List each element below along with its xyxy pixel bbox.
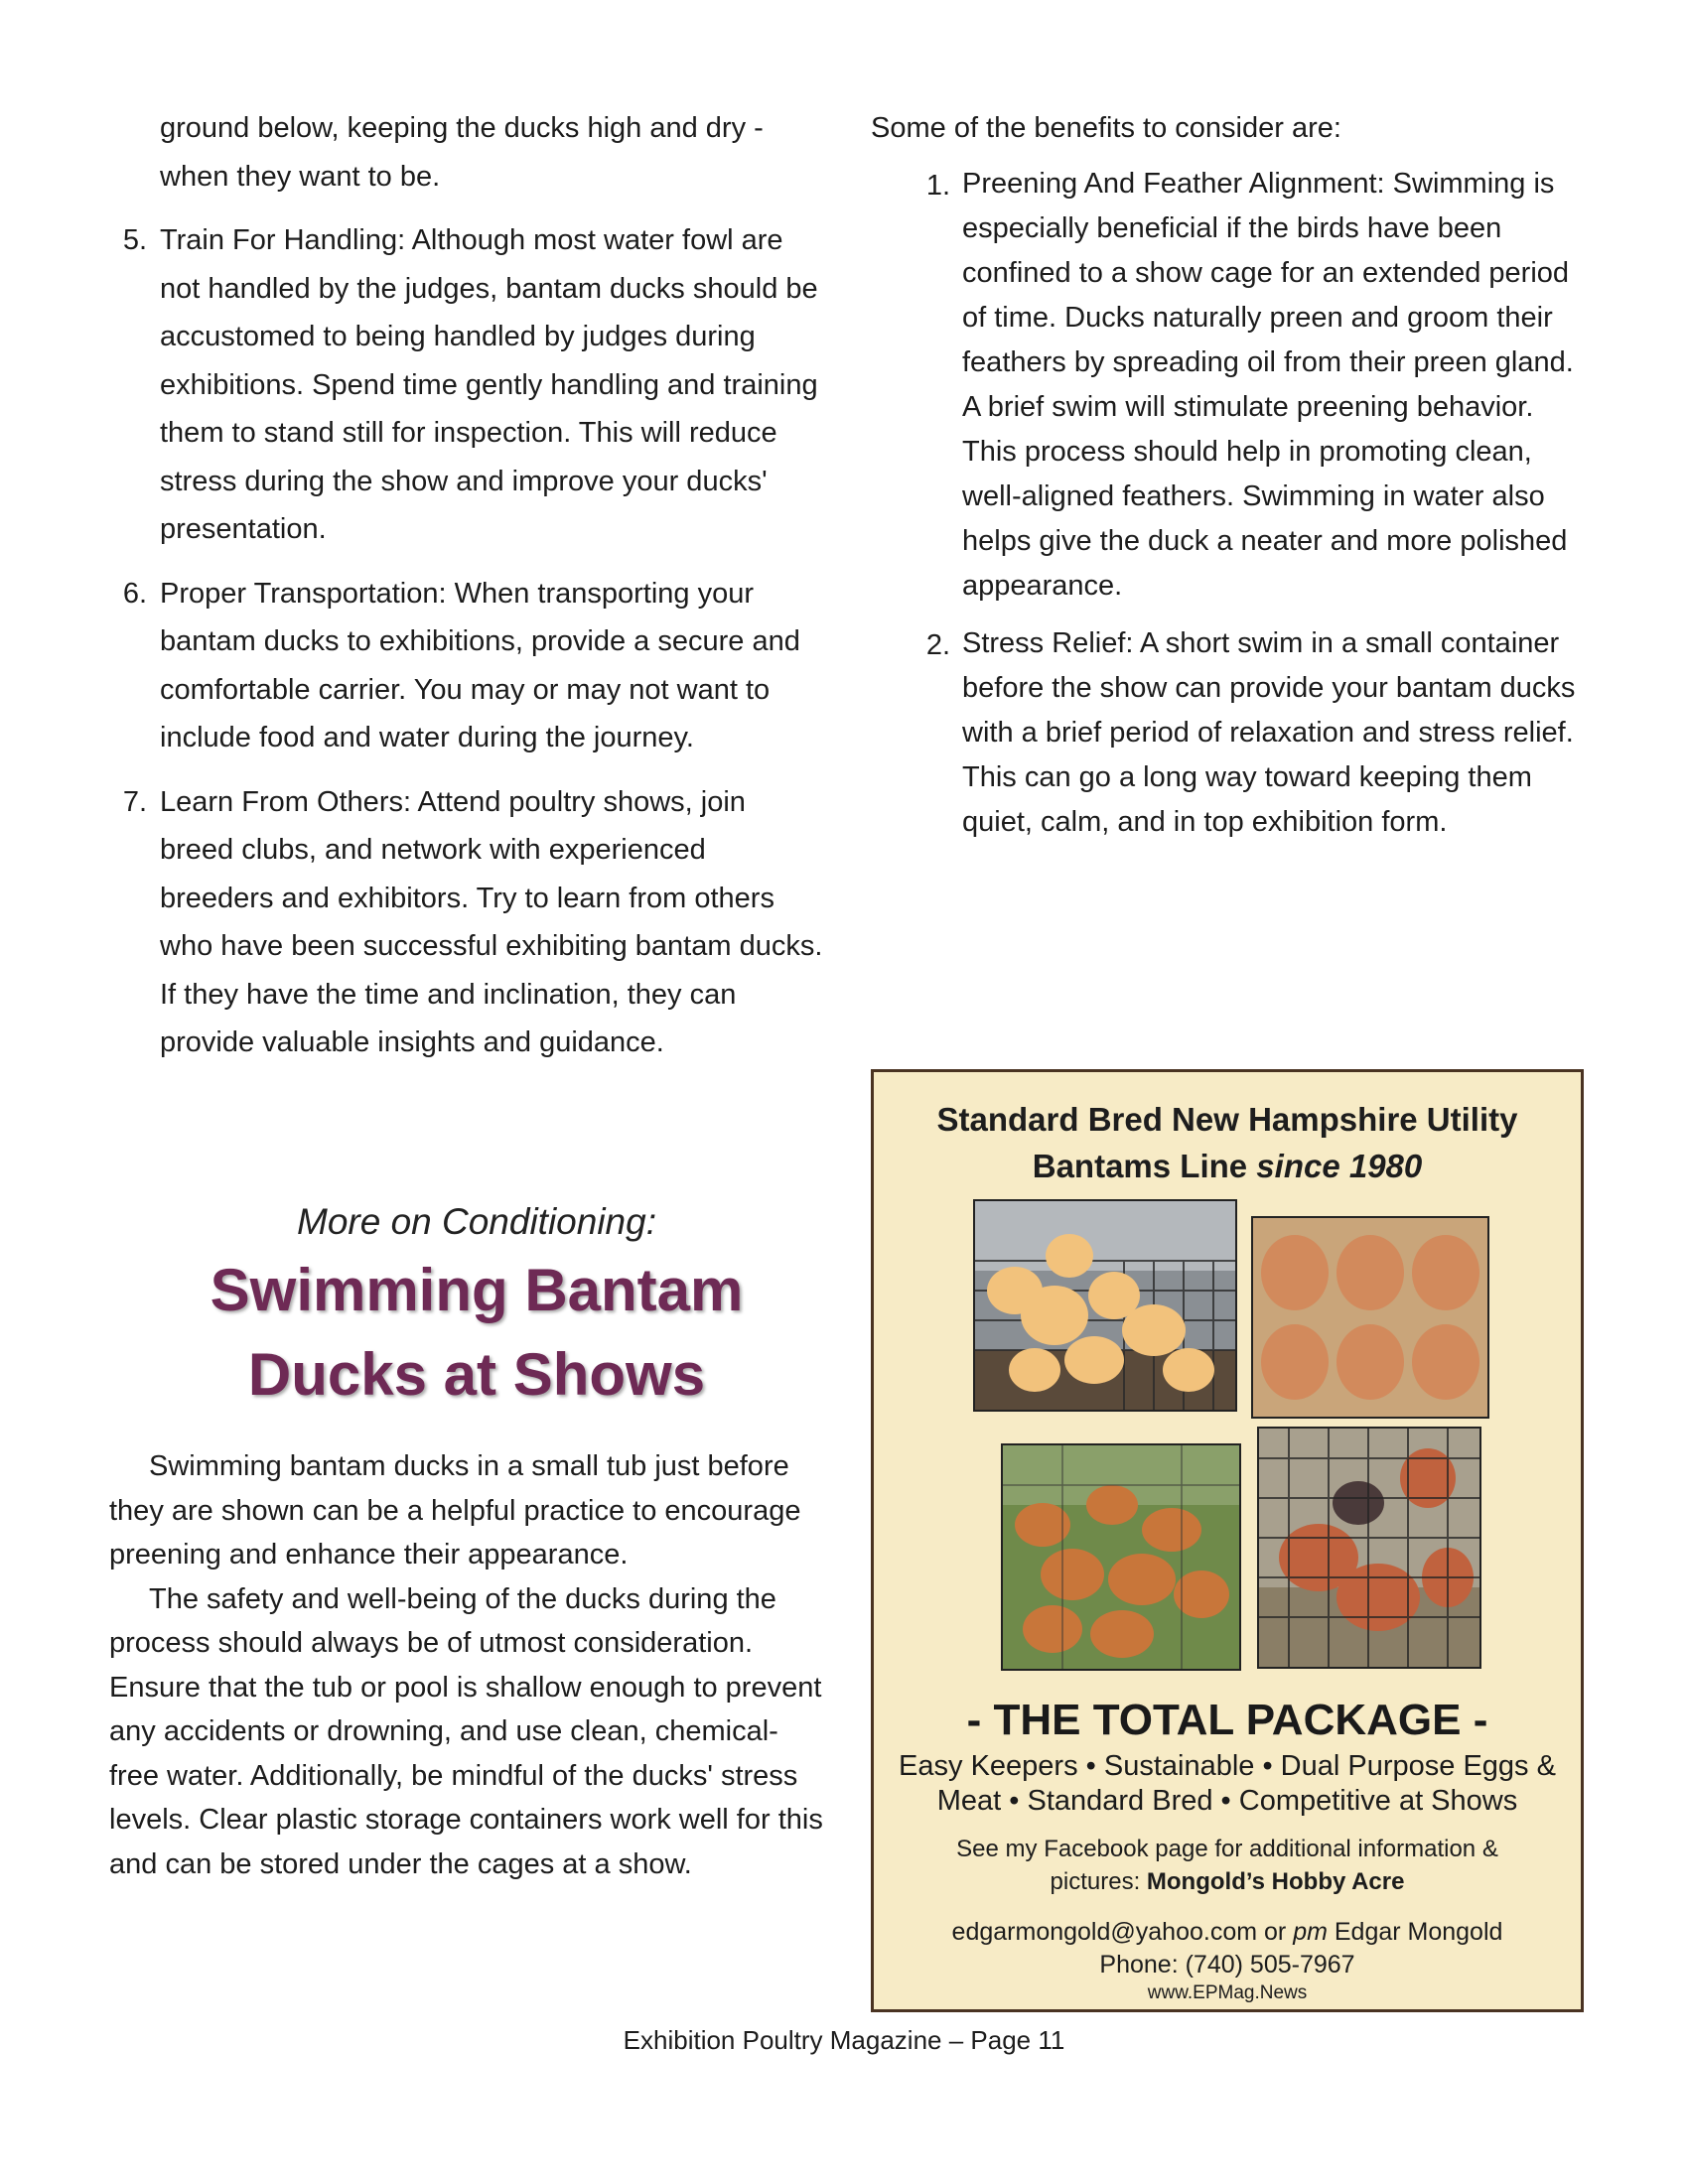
list-number: 7.: [122, 785, 147, 818]
ad-title: [874, 1096, 1581, 1189]
ad-tagline: - THE TOTAL PACKAGE -: [966, 1696, 1488, 1744]
list-item-text: Preening And Feather Alignment: Swimming is especially beneficial if the birds have been confined to a show cage for an extended period of time. Ducks naturally preen and groom their feathers by spreading oil from their preen gland. A brief swim will stimulate preening behavior. This process should help in promoting clean, well-aligned feathers. Swimming in water also helps give the duck a neater and more polished appearance.: [962, 168, 1574, 602]
benefits-list: [871, 162, 1581, 845]
article-paragraph: The safety and well-being of the ducks during the process should always be of utmost consideration. Ensure that the tub or pool is shallow enough to prevent any accidents or drowning, and use clean, chemical-free water. Additionally, be mindful of the ducks' stress levels. Clear plastic storage containers work well for this and can be stored under the cages at a show.: [109, 1582, 823, 1880]
ad-facebook-page: Mongold’s Hobby Acre: [1146, 1868, 1405, 1895]
ad-website: www.EPMag.News: [1147, 1982, 1308, 2003]
list-continuation: ground below, keeping the ducks high and dry - when they want to be.: [160, 112, 764, 193]
ad-facebook-info: [874, 1833, 1581, 1898]
list-number: 1.: [925, 170, 950, 202]
ad-email: edgarmongold@yahoo.com or: [951, 1918, 1294, 1946]
list-item: [871, 621, 1581, 845]
benefits-lead: Some of the benefits to consider are:: [871, 112, 1341, 144]
ad-features-line-1: Easy Keepers • Sustainable • Dual Purpose Eggs &: [899, 1750, 1556, 1782]
ad-title-line-2: [874, 1143, 1581, 1189]
list-item-text: Proper Transportation: When transporting your bantam ducks to exhibitions, provide a secure and comfortable carrier. You may or may not want to include food and water during the journey.: [160, 577, 800, 753]
list-item-text: Stress Relief: A short swim in a small container before the show can provide your bantam ducks with a brief period of relaxation and stress relief. This can go a long way toward keeping them quiet, calm, and in top exhibition form.: [962, 627, 1576, 838]
right-column: [871, 104, 1581, 858]
ad-title-since: since 1980: [1256, 1148, 1423, 1184]
advertisement-box: [871, 1069, 1584, 2012]
article-paragraph: Swimming bantam ducks in a small tub just before they are shown can be a helpful practice to encourage preening and enhance their appearance.: [109, 1450, 801, 1570]
headline-line-1: Swimming Bantam: [210, 1257, 744, 1323]
list-item: [109, 570, 824, 762]
list-item: [109, 778, 824, 1067]
article-body: [109, 1444, 824, 1886]
hens-photo: [1257, 1427, 1481, 1669]
section-kicker: More on Conditioning:: [297, 1201, 656, 1242]
ad-pm: pm: [1293, 1918, 1328, 1946]
page-footer: Exhibition Poultry Magazine – Page 11: [623, 2025, 1065, 2055]
eggs-photo: [1251, 1216, 1489, 1419]
ad-contact-name: Edgar Mongold: [1327, 1918, 1503, 1946]
ad-fb-prefix: pictures:: [1050, 1868, 1147, 1895]
ad-title-text: Bantams Line: [1032, 1148, 1257, 1184]
pullets-photo: [1001, 1443, 1241, 1671]
headline-line-2: Ducks at Shows: [247, 1341, 706, 1408]
ad-email-line: [874, 1916, 1581, 1949]
section-heading: [109, 1196, 844, 1417]
list-item: [871, 162, 1581, 609]
list-item-text: Train For Handling: Although most water fowl are not handled by the judges, bantam ducks should be accustomed to being handled by judges during exhibitions. Spend time gently handling and training them to stand still for inspection. This will reduce stress during the show and improve your ducks' presentation.: [160, 224, 818, 545]
ad-phone: Phone: (740) 505-7967: [1099, 1951, 1355, 1979]
list-item: [109, 216, 824, 554]
list-item-text: Learn From Others: Attend poultry shows, join breed clubs, and network with experienced breeders and exhibitors. Try to learn from others who have been successful exhibiting bantam ducks. If they have the time and inclination, they can provide valuable insights and guidance.: [160, 785, 823, 1058]
list-number: 5.: [122, 224, 147, 256]
ad-fb-line-2: [874, 1865, 1581, 1898]
ad-title-line-1: Standard Bred New Hampshire Utility: [936, 1101, 1518, 1138]
ad-features-line-2: Meat • Standard Bred • Competitive at Shows: [936, 1785, 1518, 1817]
tips-list: [109, 216, 824, 1067]
ad-contact: [874, 1916, 1581, 1981]
list-number: 6.: [122, 577, 147, 610]
list-number: 2.: [925, 629, 950, 661]
chicks-photo: [973, 1199, 1237, 1412]
left-column: [109, 104, 824, 1083]
ad-features: [874, 1749, 1581, 1819]
ad-fb-line-1: See my Facebook page for additional information &: [956, 1836, 1498, 1862]
